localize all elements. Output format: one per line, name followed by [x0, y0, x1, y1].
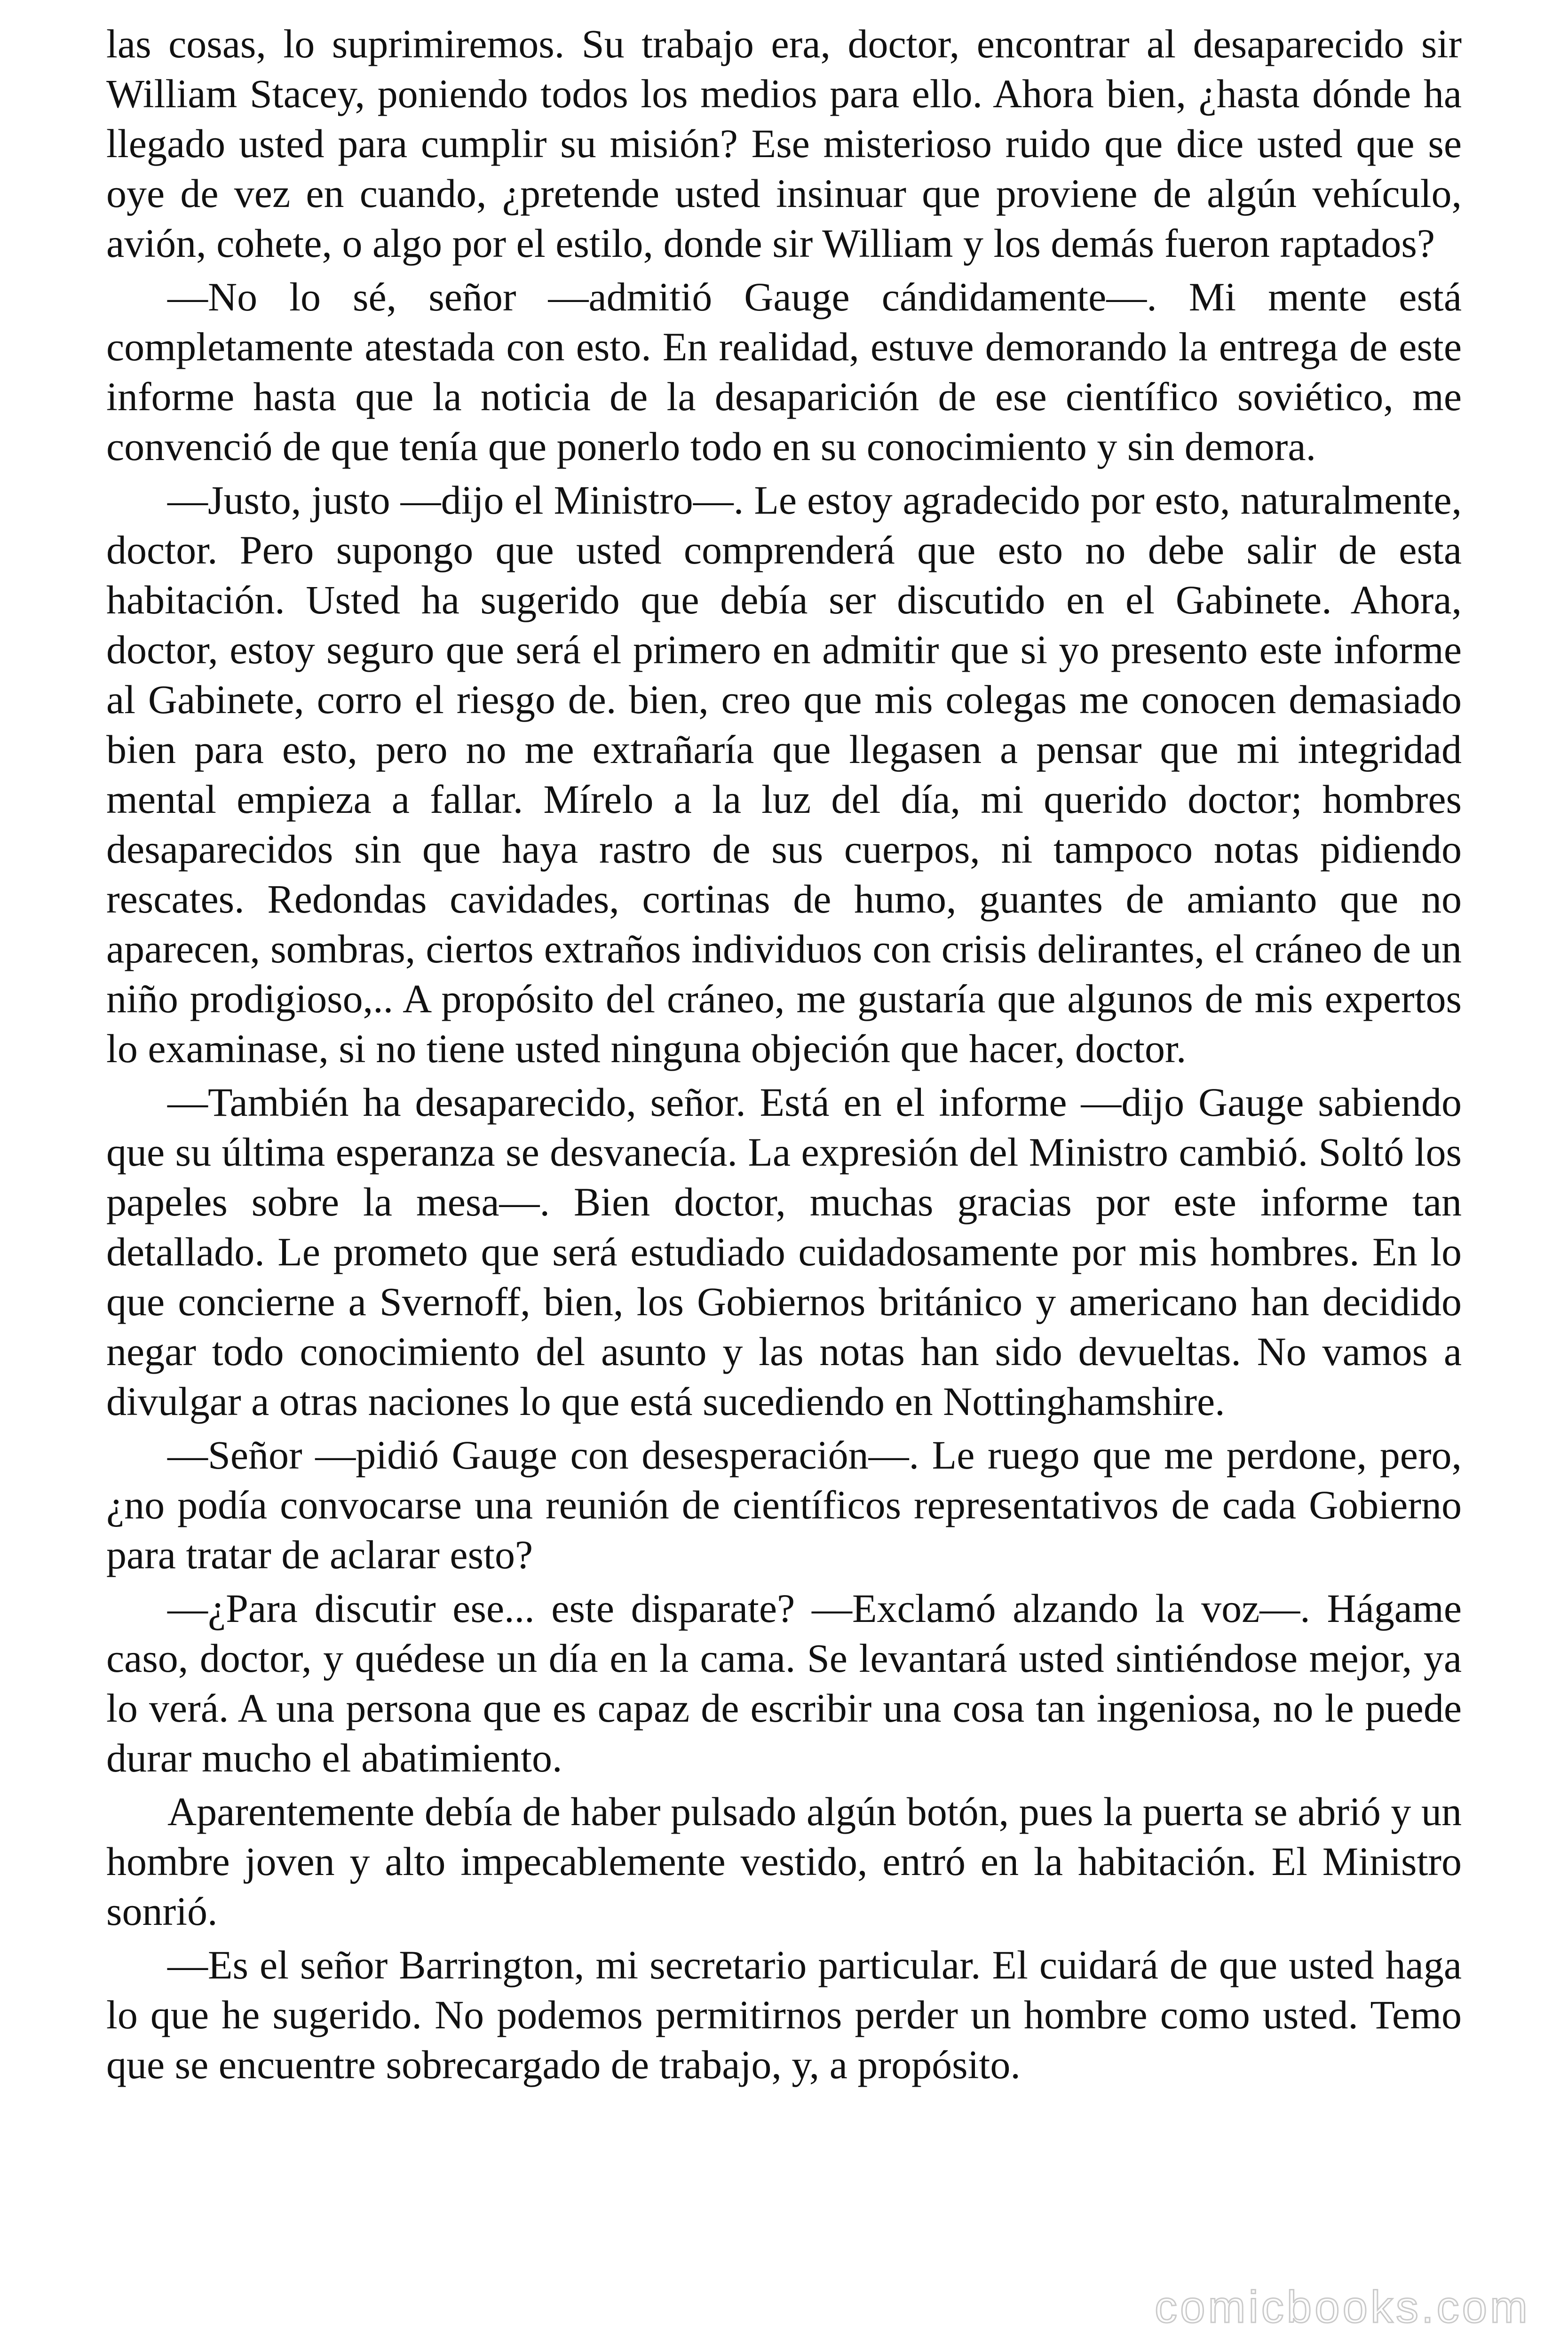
paragraph-3: —Justo, justo —dijo el Ministro—. Le estoy agradecido por esto, naturalmente, doctor. Pero supongo que usted comprenderá que esto no debe salir de esta habitación. Usted ha sugerido que debía ser discutido en el Gabinete. Ahora, doctor, estoy seguro que será el primero en admitir que si yo presento este informe al Gabinete, corro el riesgo de. bien, creo que mis colegas me conocen demasiado bien para esto, pero no me extrañaría que llegasen a pensar que mi integridad mental empieza a fallar. Mírelo a la luz del día, mi querido doctor; hombres desaparecidos sin que haya rastro de sus cuerpos, ni tampoco notas pidiendo rescates. Redondas cavidades, cortinas de humo, guantes de amianto que no aparecen, sombras, ciertos extraños individuos con crisis delirantes, el cráneo de un niño prodigioso,.. A propósito del cráneo, me gustaría que algunos de mis expertos lo examinase, si no tiene usted ninguna objeción que hacer, doctor.	[106, 477, 1462, 1071]
paragraph-1: las cosas, lo suprimiremos. Su trabajo era, doctor, encontrar al desaparecido sir William Stacey, poniendo todos los medios para ello. Ahora bien, ¿hasta dónde ha llegado usted para cumplir su misión? Ese misterioso ruido que dice usted que se oye de vez en cuando, ¿pretende usted insinuar que proviene de algún vehículo, avión, cohete, o algo por el estilo, donde sir William y los demás fueron raptados?	[106, 21, 1462, 266]
paragraph-2: —No lo sé, señor —admitió Gauge cándidamente—. Mi mente está completamente atestada con esto. En realidad, estuve demorando la entrega de este informe hasta que la noticia de la desaparición de ese científico soviético, me convenció de que tenía que ponerlo todo en su conocimiento y sin demora.	[106, 274, 1462, 469]
paragraph-5: —Señor —pidió Gauge con desesperación—. Le ruego que me perdone, pero, ¿no podía convocarse una reunión de científicos representativos de cada Gobierno para tratar de aclarar esto?	[106, 1432, 1462, 1577]
paragraph-6: —¿Para discutir ese... este disparate? —Exclamó alzando la voz—. Hágame caso, doctor, y quédese un día en la cama. Se levantará usted sintiéndose mejor, ya lo verá. A una persona que es capaz de escribir una cosa tan ingeniosa, no le puede durar mucho el abatimiento.	[106, 1586, 1462, 1780]
watermark: comicbooks.com	[1155, 2282, 1530, 2332]
paragraph-7: Aparentemente debía de haber pulsado algún botón, pues la puerta se abrió y un hombre joven y alto impecablemente vestido, entró en la habitación. El Ministro sonrió.	[106, 1789, 1462, 1934]
document-page	[106, 19, 1462, 2090]
paragraph-4: —También ha desaparecido, señor. Está en el informe —dijo Gauge sabiendo que su última esperanza se desvanecía. La expresión del Ministro cambió. Soltó los papeles sobre la mesa—. Bien doctor, muchas gracias por este informe tan detallado. Le prometo que será estudiado cuidadosamente por mis hombres. En lo que concierne a Svernoff, bien, los Gobiernos británico y americano han decidido negar todo conocimiento del asunto y las notas han sido devueltas. No vamos a divulgar a otras naciones lo que está sucediendo en Nottinghamshire.	[106, 1080, 1462, 1424]
paragraph-8: —Es el señor Barrington, mi secretario particular. El cuidará de que usted haga lo que he sugerido. No podemos permitirnos perder un hombre como usted. Temo que se encuentre sobrecargado de trabajo, y, a propósito.	[106, 1942, 1462, 2087]
